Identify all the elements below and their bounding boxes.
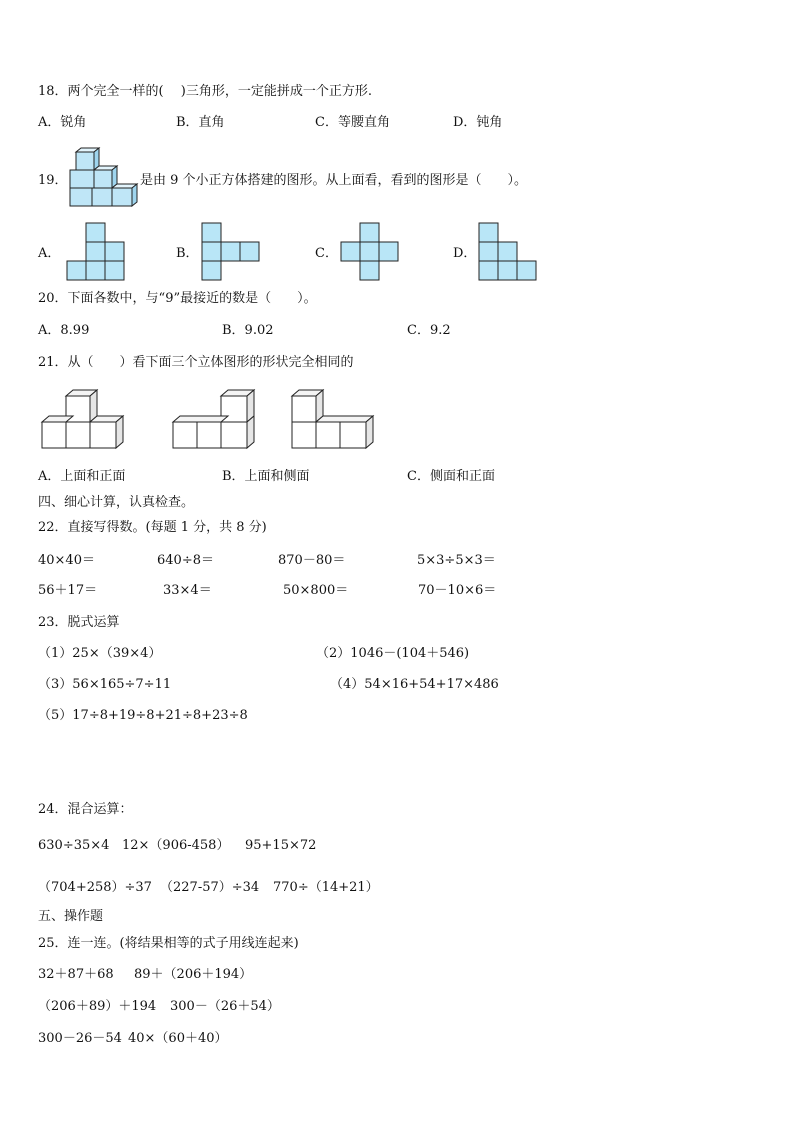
q19-option-a-figure — [67, 222, 127, 282]
q21-solid-2 — [171, 390, 261, 452]
q22-stem: 22．直接写得数。(每题 1 分，共 8 分) — [38, 520, 267, 535]
section-4-heading: 四、细心计算，认真检查。 — [38, 495, 195, 510]
q24-item: （704+258）÷37 — [38, 880, 152, 895]
q22-item: 870－80＝ — [278, 553, 346, 568]
q22-item: 640÷8＝ — [157, 553, 214, 568]
q19-stem: 是由 9 个小正方体搭建的图形。从上面看，看到的图形是（ ）。 — [140, 173, 528, 188]
q23-item-1: （1）25×（39×4） — [38, 646, 162, 661]
q21-option-b: B．上面和侧面 — [222, 469, 310, 484]
q24-item: （227-57）÷34 — [160, 880, 260, 895]
q21-stem: 21．从（ ）看下面三个立体图形的形状完全相同的 — [38, 355, 354, 370]
q18-option-b: B．直角 — [176, 115, 225, 130]
q25-left-expression: 300－26－54 — [38, 1031, 122, 1046]
q23-item-2: （2）1046－(104＋546) — [316, 646, 470, 661]
q24-item: 770÷（14+21） — [273, 880, 379, 895]
q20-option-a: A．8.99 — [38, 323, 90, 338]
q19-option-a: A． — [38, 246, 61, 261]
q19-option-d-figure — [479, 222, 539, 282]
q21-option-a: A．上面和正面 — [38, 469, 126, 484]
q20-option-b: B．9.02 — [222, 323, 274, 338]
q19-cube-stack-figure — [68, 146, 140, 214]
q23-item-3: （3）56×165÷7÷11 — [38, 677, 172, 692]
q20-option-c: C．9.2 — [407, 323, 451, 338]
q19-option-d: D． — [453, 246, 477, 261]
q22-item: 70－10×6＝ — [418, 583, 497, 598]
q22-item: 56＋17＝ — [38, 583, 98, 598]
q19-number: 19． — [38, 173, 68, 188]
q23-item-5: （5）17÷8+19÷8+21÷8+23÷8 — [38, 708, 248, 723]
q22-item: 50×800＝ — [283, 583, 349, 598]
q21-solid-1 — [40, 390, 130, 452]
q19-option-c: C． — [315, 246, 338, 261]
q21-option-c: C．侧面和正面 — [407, 469, 495, 484]
q23-stem: 23．脱式运算 — [38, 615, 120, 630]
q19-option-c-figure — [341, 222, 401, 282]
q20-stem: 20．下面各数中，与“9”最接近的数是（ ）。 — [38, 291, 317, 306]
q25-right-expression: 40×（60＋40） — [128, 1031, 228, 1046]
q18-option-d: D．钝角 — [453, 115, 503, 130]
q18-option-c: C．等腰直角 — [315, 115, 390, 130]
q22-item: 40×40＝ — [38, 553, 95, 568]
q22-item: 5×3÷5×3＝ — [417, 553, 496, 568]
q25-left-expression: （206＋89）＋194 — [38, 999, 157, 1014]
q23-item-4: （4）54×16+54+17×486 — [330, 677, 499, 692]
q25-left-expression: 32＋87＋68 — [38, 967, 114, 982]
q18-option-a: A．锐角 — [38, 115, 87, 130]
q25-right-expression: 300－（26＋54） — [170, 999, 280, 1014]
q19-option-b-figure — [202, 222, 262, 282]
section-5-heading: 五、操作题 — [38, 909, 104, 924]
q24-item: 630÷35×4 — [38, 838, 110, 853]
q24-stem: 24．混合运算： — [38, 802, 133, 817]
q24-item: 12×（906-458） — [122, 838, 230, 853]
q25-stem: 25．连一连。(将结果相等的式子用线连起来) — [38, 936, 299, 951]
q18-stem: 18．两个完全一样的( )三角形，一定能拼成一个正方形. — [38, 84, 372, 99]
q21-solid-3 — [290, 390, 380, 452]
q24-item: 95+15×72 — [245, 838, 317, 853]
q25-right-expression: 89＋（206＋194） — [134, 967, 253, 982]
q19-option-b: B． — [176, 246, 199, 261]
q22-item: 33×4＝ — [163, 583, 212, 598]
